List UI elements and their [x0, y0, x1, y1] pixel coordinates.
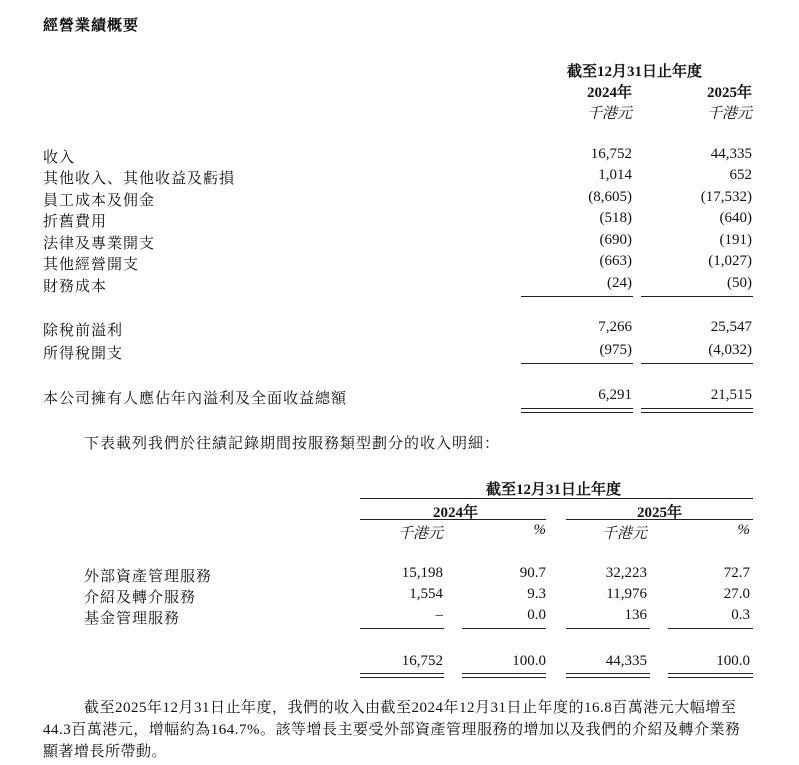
- summary-row-value-2024: 16,752: [590, 146, 632, 162]
- summary-unit-2024: 千港元: [586, 106, 632, 122]
- summary-row-label: 所得稅開支: [43, 346, 124, 362]
- breakdown-amount-2024: 1,554: [409, 586, 443, 602]
- breakdown-amount-2025: 11,976: [606, 586, 647, 602]
- summary-row-value-2025: (50): [727, 275, 752, 291]
- total-double-rule: [668, 673, 753, 678]
- summary-row-value-2024: (975): [599, 342, 632, 358]
- summary-year-2024: 2024年: [586, 85, 632, 101]
- breakdown-period-header: 截至12月31日止年度: [486, 482, 622, 498]
- summary-total-2025: 21,515: [710, 387, 752, 403]
- breakdown-pct-2024: 9.3: [527, 586, 546, 602]
- header-rule: [360, 498, 753, 499]
- page-title: 經營業績概要: [43, 18, 140, 34]
- summary-row-value-2024: (518): [599, 210, 632, 226]
- subtotal-rule: [668, 628, 753, 629]
- total-double-rule: [566, 673, 650, 678]
- summary-row-value-2025: 44,335: [710, 146, 752, 162]
- unit-pct-2024: %: [533, 522, 546, 538]
- summary-row-value-2024: 7,266: [598, 319, 632, 335]
- summary-row-label: 除稅前溢利: [43, 323, 124, 339]
- header-rule: [566, 519, 753, 520]
- header-rule: [360, 519, 546, 520]
- summary-row-value-2025: (1,027): [708, 253, 752, 269]
- unit-hkd-2025: 千港元: [601, 526, 647, 542]
- subtotal-rule: [462, 628, 546, 629]
- summary-row-label: 財務成本: [43, 279, 108, 295]
- summary-total-label: 本公司擁有人應佔年內溢利及全面收益總額: [43, 391, 348, 407]
- summary-row-label: 折舊費用: [43, 214, 108, 230]
- summary-row-label: 收入: [43, 150, 76, 166]
- total-double-rule: [360, 673, 444, 678]
- breakdown-amount-2024: –: [435, 607, 443, 623]
- breakdown-pct-2024: 0.0: [527, 607, 546, 623]
- summary-year-2025: 2025年: [706, 85, 752, 101]
- breakdown-total-amount-2024: 16,752: [401, 653, 443, 669]
- summary-row-value-2025: (4,032): [708, 342, 752, 358]
- summary-period-header: 截至12月31日止年度: [567, 64, 703, 80]
- summary-row-label: 其他經營開支: [43, 257, 140, 273]
- breakdown-pct-2024: 90.7: [519, 565, 546, 581]
- breakdown-amount-2025: 136: [624, 607, 647, 623]
- summary-row-value-2025: (191): [719, 232, 752, 248]
- summary-total-2024: 6,291: [598, 387, 632, 403]
- summary-row-label: 其他收入、其他收益及虧損: [43, 171, 236, 187]
- breakdown-amount-2025: 32,223: [605, 565, 647, 581]
- total-double-rule: [641, 408, 753, 413]
- summary-row-value-2025: (640): [719, 210, 752, 226]
- summary-row-value-2024: (8,605): [588, 189, 632, 205]
- subtotal-rule: [521, 296, 633, 297]
- breakdown-year-2024: 2024年: [433, 505, 479, 521]
- total-double-rule: [521, 408, 633, 413]
- summary-row-value-2025: 25,547: [710, 319, 752, 335]
- subtotal-rule: [641, 363, 753, 364]
- breakdown-total-amount-2025: 44,335: [605, 653, 647, 669]
- summary-row-value-2025: 652: [729, 167, 752, 183]
- subtotal-rule: [521, 363, 633, 364]
- breakdown-pct-2025: 72.7: [723, 565, 750, 581]
- subtotal-rule: [360, 628, 444, 629]
- breakdown-row-label: 外部資產管理服務: [84, 569, 213, 585]
- breakdown-pct-2025: 0.3: [731, 607, 750, 623]
- revenue-commentary: 截至2025年12月31日止年度，我們的收入由截至2024年12月31日止年度的16.8百萬港元大幅增至44.3百萬港元，增幅約為164.7%。該等增長主要受外部資產管理服務的增加以及我們的介紹及轉介業務顯著增長所帶動。: [43, 700, 741, 760]
- summary-row-value-2024: (24): [607, 275, 632, 291]
- summary-row-value-2025: (17,532): [700, 189, 752, 205]
- breakdown-row-label: 基金管理服務: [84, 611, 181, 627]
- summary-row-value-2024: 1,014: [598, 167, 632, 183]
- breakdown-year-2025: 2025年: [637, 505, 683, 521]
- summary-row-value-2024: (663): [599, 253, 632, 269]
- breakdown-intro: 下表載列我們於往績記錄期間按服務類型劃分的收入明細：: [84, 436, 501, 452]
- total-double-rule: [462, 673, 546, 678]
- summary-row-label: 員工成本及佣金: [43, 193, 156, 209]
- summary-unit-2025: 千港元: [706, 106, 752, 122]
- unit-pct-2025: %: [737, 522, 750, 538]
- breakdown-amount-2024: 15,198: [401, 565, 443, 581]
- breakdown-row-label: 介紹及轉介服務: [84, 590, 197, 606]
- summary-row-value-2024: (690): [599, 232, 632, 248]
- unit-hkd-2024: 千港元: [397, 526, 443, 542]
- breakdown-total-pct-2025: 100.0: [716, 653, 750, 669]
- breakdown-total-pct-2024: 100.0: [512, 653, 546, 669]
- breakdown-pct-2025: 27.0: [723, 586, 750, 602]
- summary-row-label: 法律及專業開支: [43, 236, 156, 252]
- subtotal-rule: [566, 628, 650, 629]
- subtotal-rule: [641, 296, 753, 297]
